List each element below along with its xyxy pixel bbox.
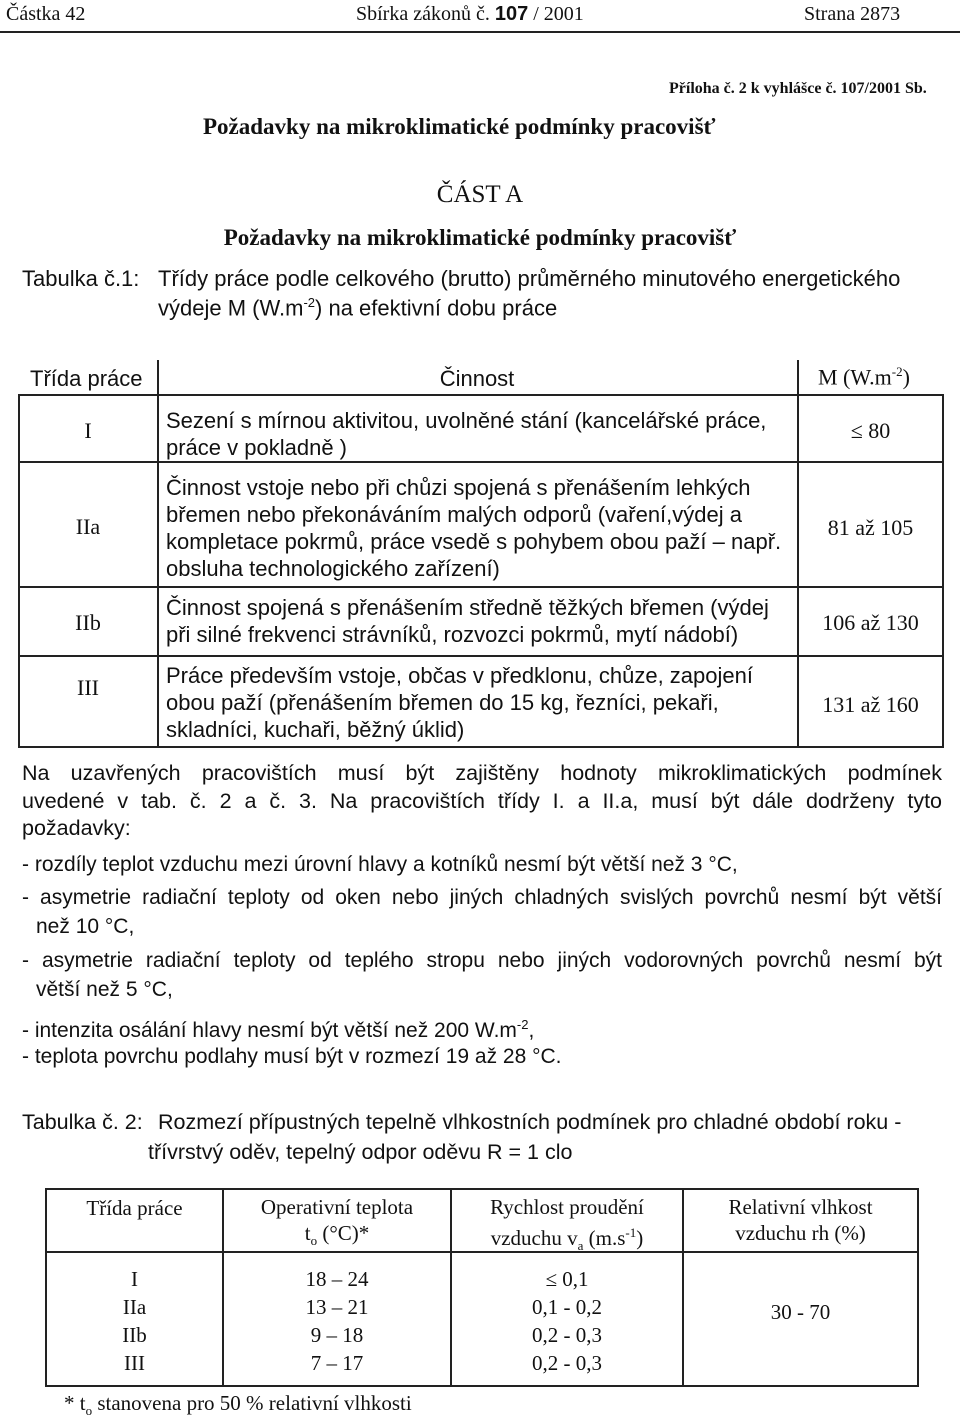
table1-row-activity: Sezení s mírnou aktivitou, uvolněné stání (kancelářské práce, práce v pokladně ) (166, 408, 767, 460)
table1-header-activity: Činnost (439, 366, 515, 391)
collection-year: / 2001 (528, 3, 584, 25)
requirement-item: - rozdíly teplot vzduchu mezi úrovní hlavy a kotníků nesmí být větší než 3 °C, (22, 853, 738, 876)
table2-rule (45, 1385, 919, 1387)
collection-label: Sbírka zákonů č. (356, 3, 495, 25)
table2-header-humidity: Relativní vlhkost vzduchu rh (%) (728, 1195, 873, 1245)
table2-header-temperature: Operativní teplota $t_o$ (°C)* (260, 1195, 414, 1249)
table2-rule (917, 1188, 919, 1387)
table2-caption-line1: Rozmezí přípustných tepelně vlhkostních podmínek pro chladné období roku - (158, 1110, 902, 1134)
requirement-item: - intenzita osálání hlavy nesmí být větší než 200 $W.m^{-2}$, (22, 1017, 535, 1042)
table1-caption-line2: výdeje M $(W.m^{-2})$ na efektivní dobu práce (158, 295, 558, 321)
table2-header-class: Třída práce (86, 1196, 183, 1220)
table2-cell-temperature: 7 – 17 (310, 1351, 364, 1375)
requirement-item: - asymetrie radiační teploty od teplého stropu nebo jiných vodorovných povrchů nesmí být větší než 5 °C, (22, 949, 942, 1001)
table1-row-value: 106 až 130 (822, 610, 919, 635)
table2-cell-airflow: 0,2 - 0,3 (532, 1323, 602, 1347)
annex-reference: Příloha č. 2 k vyhlášce č. 107/2001 Sb. (669, 80, 927, 97)
table2-cell-airflow: ≤ 0,1 (545, 1267, 589, 1291)
table2-header-airflow: Rychlost proudění vzduchu $v_a$ $(m.s^{-1})$ (490, 1195, 644, 1254)
part-title: Požadavky na mikroklimatické podmínky pracovišť (223, 225, 737, 250)
table1-caption-label: Tabulka č.1: (22, 266, 140, 291)
page-header-page: Strana 2873 (804, 3, 901, 25)
table1-row-value: 131 až 160 (822, 692, 919, 717)
table1-row-activity: Činnost vstoje nebo při chůzi spojená s přenášením lehkých břemen nebo překonáváním malých odporů (vaření,výdej a kompletace pokrmů, práce vsedě s pohybem obou paží – např. obsluha technologického zařízení) (166, 475, 782, 581)
table2-cell-class: IIa (122, 1295, 147, 1319)
table2-cell-class: III (124, 1351, 145, 1375)
table1-row-value: ≤ 80 (850, 418, 891, 443)
table1-caption-line1: Třídy práce podle celkového (brutto) průměrného minutového energetického (158, 266, 901, 291)
table2-rule (45, 1188, 919, 1190)
document-title: Požadavky na mikroklimatické podmínky pracovišť (203, 114, 716, 139)
table1-row-activity: Činnost spojená s přenášením středně těžkých břemen (výdej při silné frekvenci strávníků, rozvozci pokrmů, mytí nádobí) (166, 595, 769, 647)
table2-cell-temperature: 9 – 18 (310, 1323, 364, 1347)
table2-cell-class: I (131, 1267, 138, 1291)
table1-rule (942, 394, 944, 748)
requirement-item: - asymetrie radiační teploty od oken nebo jiných chladných svislých povrchů nesmí být větší než 10 °C, (22, 886, 942, 938)
footnote: * $t_o$ stanovena pro 50 % relativní vlhkosti (64, 1391, 412, 1419)
table2-caption-label: Tabulka č. 2: (22, 1110, 143, 1134)
table2-cell-airflow: 0,2 - 0,3 (532, 1351, 602, 1375)
page-header-section: Částka 42 (6, 3, 86, 25)
table1-row-activity: Práce především vstoje, občas v předklonu, chůze, zapojení obou paží (přenášením břemen do 15 kg, řezníci, pekaři, skladníci, kuchaři, běžný úklid) (166, 663, 753, 742)
table1-row-value: 81 až 105 (827, 515, 914, 540)
table1-row-class: III (77, 675, 99, 700)
header-rule (0, 31, 960, 33)
requirement-item: - teplota povrchu podlahy musí být v rozmezí 19 až 28 °C. (22, 1045, 562, 1068)
page-header-collection (356, 3, 584, 26)
table2-cell-humidity: 30 - 70 (770, 1300, 831, 1324)
table1-header-class: Třída práce (30, 366, 143, 391)
table2-cell-temperature: 13 – 21 (305, 1295, 369, 1319)
table2-cell-airflow: 0,1 - 0,2 (532, 1295, 602, 1319)
table1-row-class: I (84, 418, 92, 443)
table1-header-m: M $(W.m^{-2})$ (818, 364, 910, 390)
table2-caption-line2: třívrstvý oděv, tepelný odpor oděvu R = 1 clo (148, 1140, 573, 1164)
part-heading: ČÁST A (436, 181, 524, 208)
table2-temperature-column (224, 1265, 450, 1377)
requirements-intro: Na uzavřených pracovištích musí být zajištěny hodnoty mikroklimatických podmínek uvedené v tab. č. 2 a č. 3. Na pracovištích třídy I. a II.a, musí být dále dodrženy tyto požadavky: (22, 761, 942, 840)
table2-airflow-column (452, 1265, 682, 1377)
table2-cell-class: IIb (122, 1323, 147, 1347)
collection-number: 107 (494, 3, 529, 25)
table1-rule (157, 360, 159, 748)
table1-row-class: IIa (75, 514, 101, 539)
table2-cell-temperature: 18 – 24 (305, 1267, 369, 1291)
table2-class-column (47, 1265, 222, 1377)
table1-row-class: IIb (75, 610, 101, 635)
